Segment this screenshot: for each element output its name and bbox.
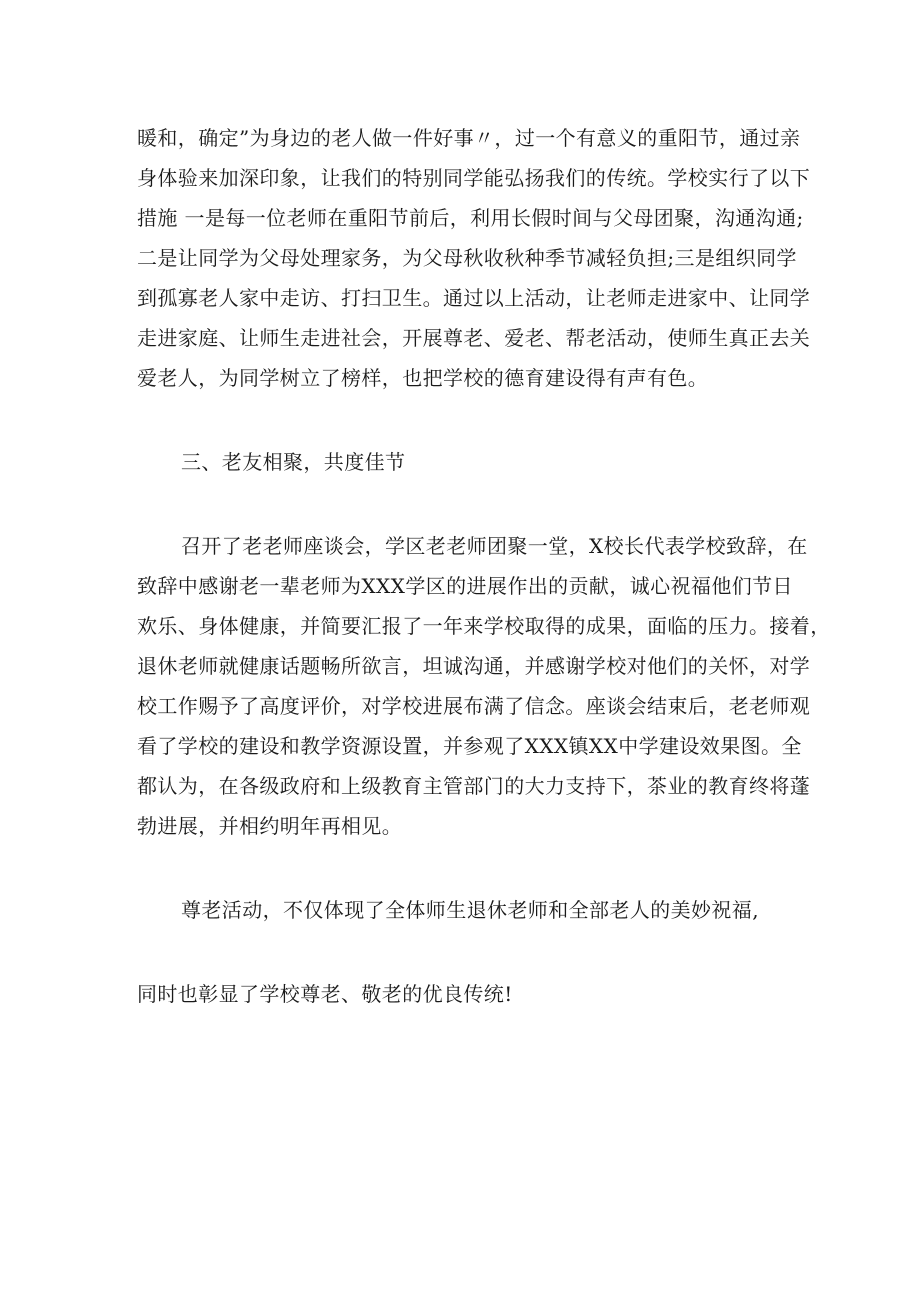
text-line: 尊老活动，不仅体现了全体师生退休老师和全部老人的美妙祝福,: [181, 898, 759, 922]
text-line: 退休老师就健康话题畅所欲言，坦诚沟通，并感谢学校对他们的关怀，对学: [137, 654, 811, 678]
text-line: 二是让同学为父母处理家务，为父母秋收秋种季节减轻负担;三是组织同学: [137, 246, 797, 270]
text-line: 爱老人，为同学树立了榜样，也把学校的德育建设得有声有色。: [137, 366, 709, 390]
section-heading-3: [137, 442, 792, 482]
text-line: 致辞中感谢老一辈老师为XXX学区的进展作出的贡献，诚心祝福他们节日: [137, 574, 793, 598]
paragraph-symposium: [137, 526, 831, 846]
paragraph-conclusion-2: [137, 974, 792, 1014]
text-line: 到孤寡老人家中走访、打扫卫生。通过以上活动，让老师走进家中、让同学: [137, 286, 811, 310]
text-line: 措施 一是每一位老师在重阳节前后，利用长假时间与父母团聚，沟通沟通;: [137, 206, 804, 230]
paragraph-activities: [137, 118, 811, 398]
text-line: 勃进展，并相约明年再相见。: [137, 814, 403, 838]
text-line: 身体验来加深印象，让我们的特别同学能弘扬我们的传统。学校实行了以下: [137, 166, 811, 190]
text-line: 校工作赐予了高度评价，对学校进展布满了信念。座谈会结束后，老老师观: [137, 694, 811, 718]
text-line: 都认为，在各级政府和上级教育主管部门的大力支持下，茶业的教育终将蓬: [137, 774, 811, 798]
document-page: [137, 118, 831, 1014]
text-line: 召开了老老师座谈会，学区老老师团聚一堂，X校长代表学校致辞，在: [181, 534, 808, 558]
text-line: 同时也彰显了学校尊老、敬老的优良传统!: [137, 982, 513, 1006]
text-line: 走进家庭、让师生走进社会，开展尊老、爱老、帮老活动，使师生真正去关: [137, 326, 811, 350]
text-line: 暖和，确定”为身边的老人做一件好事〃，过一个有意义的重阳节，通过亲: [137, 126, 801, 150]
text-line: 欢乐、身体健康，并简要汇报了一年来学校取得的成果，面临的压力。接着，: [137, 614, 831, 638]
paragraph-conclusion-1: [137, 890, 792, 930]
heading-text: 三、老友相聚，共度佳节: [181, 450, 406, 474]
text-line: 看了学校的建设和教学资源设置，并参观了XXX镇XX中学建设效果图。全: [137, 734, 802, 758]
